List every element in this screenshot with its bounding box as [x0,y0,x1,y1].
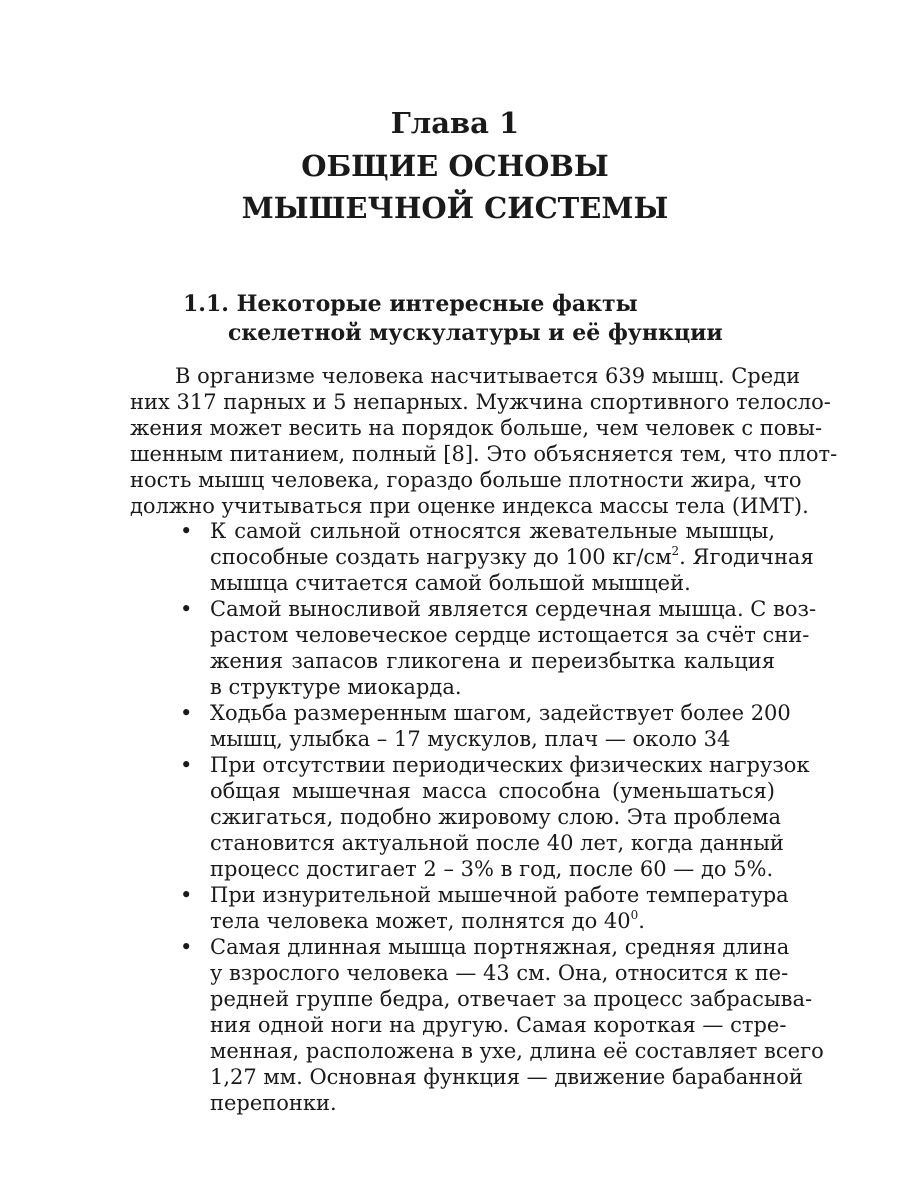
chapter-title-line: ОБЩИЕ ОСНОВЫ [301,149,609,183]
bullet-line: перепонки. [210,1091,337,1115]
paragraph-line: ность мышц человека, гораздо больше плотности жира, что [130,468,802,492]
section-heading-line: 1.1. Некоторые интересные факты [183,291,638,317]
list-item [180,596,817,700]
bullet-marker: • [180,519,193,543]
section-heading [183,290,723,348]
bullet-line-composite [210,908,775,934]
paragraph-line: них 317 парных и 5 непарных. Мужчина спортивного телосло- [130,390,831,414]
paragraph-line: жения может весить на порядок больше, чем человек с повы- [130,416,823,440]
bullet-line-tail: . Ягодичная [679,545,814,569]
bullet-marker: • [180,701,193,725]
bullet-line: мышц, улыбка – 17 мускулов, плач — около 34 [210,727,731,751]
paragraph-line: шенным питанием, полный [8]. Это объясняется тем, что плот- [130,442,838,466]
bullet-line-text: способные создать нагрузку до 100 кг/см [210,545,672,569]
bullet-line: К самой сильной относятся жевательные мышцы, [210,519,775,543]
superscript: 2 [671,544,680,558]
chapter-label: Глава 1 [390,106,520,140]
facts-bullet-list [180,518,824,1116]
list-item [180,752,810,882]
bullet-line: Самой выносливой является сердечная мышца. С воз- [210,597,817,621]
bullet-marker: • [180,883,193,907]
chapter-title [0,145,900,229]
list-item [180,934,824,1116]
bullet-line-text: тела человека может, полнятся до 40 [210,909,631,933]
chapter-title-line: МЫШЕЧНОЙ СИСТЕМЫ [241,191,669,225]
bullet-line-composite [210,544,814,570]
bullet-line: процесс достигает 2 – 3% в год, после 60 — до 5%. [210,857,774,881]
paragraph-line: должно учитываться при оценке индекса массы тела (ИМТ). [130,494,809,518]
bullet-line: жения запасов гликогена и переизбытка кальция [210,649,775,673]
section-heading-line: скелетной мускулатуры и её функции [228,320,723,346]
intro-paragraph [130,363,838,519]
bullet-line: ния одной ноги на другую. Самая короткая — стре- [210,1013,787,1037]
bullet-line: у взрослого человека — 43 см. Она, относится к пе- [210,961,789,985]
bullet-line: 1,27 мм. Основная функция — движение барабанной [210,1065,803,1089]
bullet-line: При отсутствии периодических физических нагрузок [210,753,810,777]
bullet-line: Ходьба размеренным шагом, задействует более 200 [210,701,791,725]
bullet-line: растом человеческое сердце истощается за счёт сни- [210,623,810,647]
bullet-line: общая мышечная масса способна (уменьшаться) [210,779,775,803]
bullet-line: мышца считается самой большой мышцей. [210,571,691,595]
list-item [180,700,791,752]
bullet-line: становится актуальной после 40 лет, когда данный [210,831,784,855]
bullet-line-tail: . [638,909,645,933]
bullet-marker: • [180,935,193,959]
bullet-line: редней группе бедра, отвечает за процесс забрасыва- [210,987,813,1011]
superscript: 0 [630,908,639,922]
list-item [180,882,789,934]
bullet-marker: • [180,597,193,621]
bullet-line: менная, расположена в ухе, длина её составляет всего [210,1039,824,1063]
list-item [180,518,814,596]
bullet-line: в структуре миокарда. [210,675,462,699]
bullet-line: сжигаться, подобно жировому слою. Эта проблема [210,805,782,829]
paragraph-line: В организме человека насчитывается 639 мышц. Среди [175,364,801,388]
bullet-line: Самая длинная мышца портняжная, средняя длина [210,935,790,959]
bullet-marker: • [180,753,193,777]
bullet-line: При изнурительной мышечной работе температура [210,883,789,907]
